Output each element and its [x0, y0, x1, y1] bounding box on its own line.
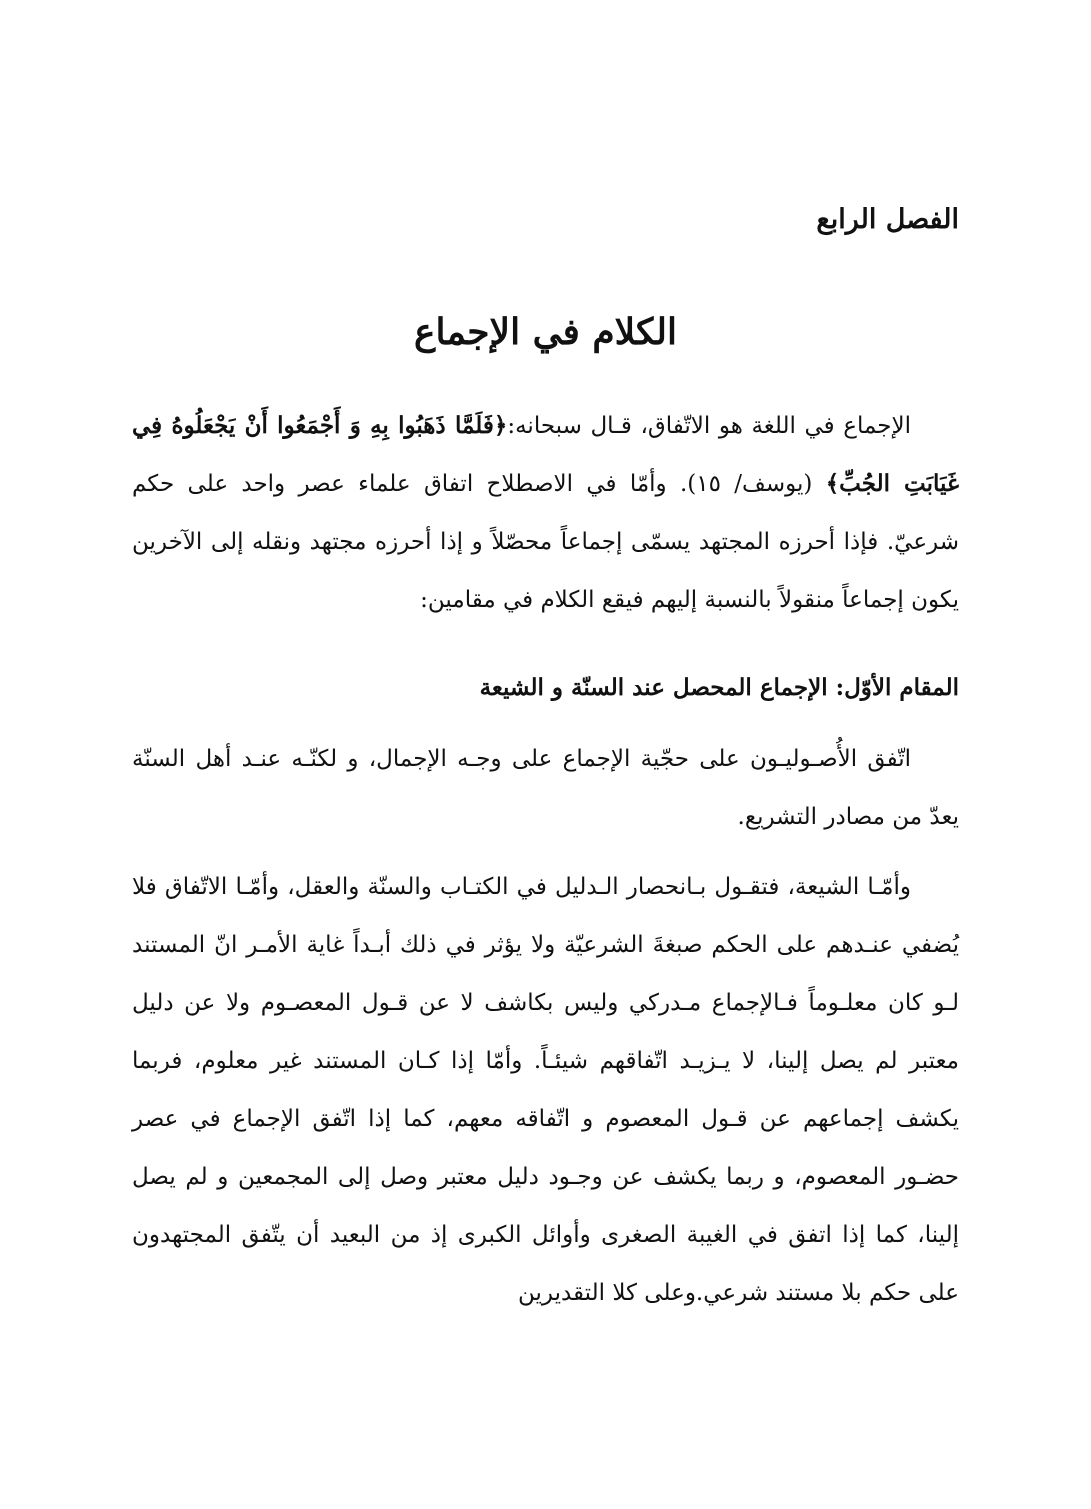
paragraph-consensus-authority: اتّفق الأُصـوليـون على حجّية الإجماع على وجـه الإجمال، و لكنّـه عنـد أهل السنّة يعدّ من مصادر التشريع. [132, 746, 959, 830]
intro-text-after-verse: (يوسف/ ١٥). وأمّا في الاصطلاح اتفاق علماء عصر واحد على حكم شرعيّ. فإذا أحرزه المجتهد يسمّى إجماعاً محصّلاً و إذا أحرزه مجتهد ونقله إلى الآخرين يكون إجماعاً منقولاً بالنسبة إليهم فيقع الكلام في مقامين: [132, 471, 959, 613]
chapter-label: الفصل الرابع [816, 204, 959, 235]
intro-paragraph [132, 397, 959, 629]
intro-text-before-verse: الإجماع في اللغة هو الاتّفاق، قـال سبحانه: [507, 413, 911, 439]
paragraph-shia-view: وأمّـا الشيعة، فتقـول بـانحصار الـدليل في الكتـاب والسنّة والعقل، وأمّـا الاتّفاق فلا يُضفي عنـدهم على الحكم صبغةَ الشرعيّة ولا يؤثر في ذلك أبـداً غاية الأمـر انّ المستند لـو كان معلـوماً فـالإجماع مـدركي وليس بكاشف لا عن قـول المعصـوم ولا عن دليل معتبر لم يصل إلينا، لا يـزيـد اتّفاقهم شيئـاً. وأمّا إذا كـان المستند غير معلوم، فربما يكشف إجماعهم عن قـول المعصوم و اتّفاقه معهم، كما إذا اتّفق الإجماع في عصر حضـور المعصوم، و ربما يكشف عن وجـود دليل معتبر وصل إلى المجمعين و لم يصل إلينا، كما إذا اتفق في الغيبة الصغرى وأوائل الكبرى إذ من البعيد أن يتّفق المجتهدون على حكم بلا مستند شرعي.وعلى كلا التقديرين [132, 874, 959, 1306]
page-title: الكلام في الإجماع [414, 311, 677, 353]
quran-verse: ﴿فَلَمَّا ذَهَبُوا بِهِ وَ أَجْمَعُوا أَنْ يَجْعَلُوهُ فِي غَيَابَتِ الجُبِّ﴾ [132, 412, 959, 497]
section-heading: المقام الأوّل: الإجماع المحصل عند السنّة و الشيعة [479, 674, 959, 701]
